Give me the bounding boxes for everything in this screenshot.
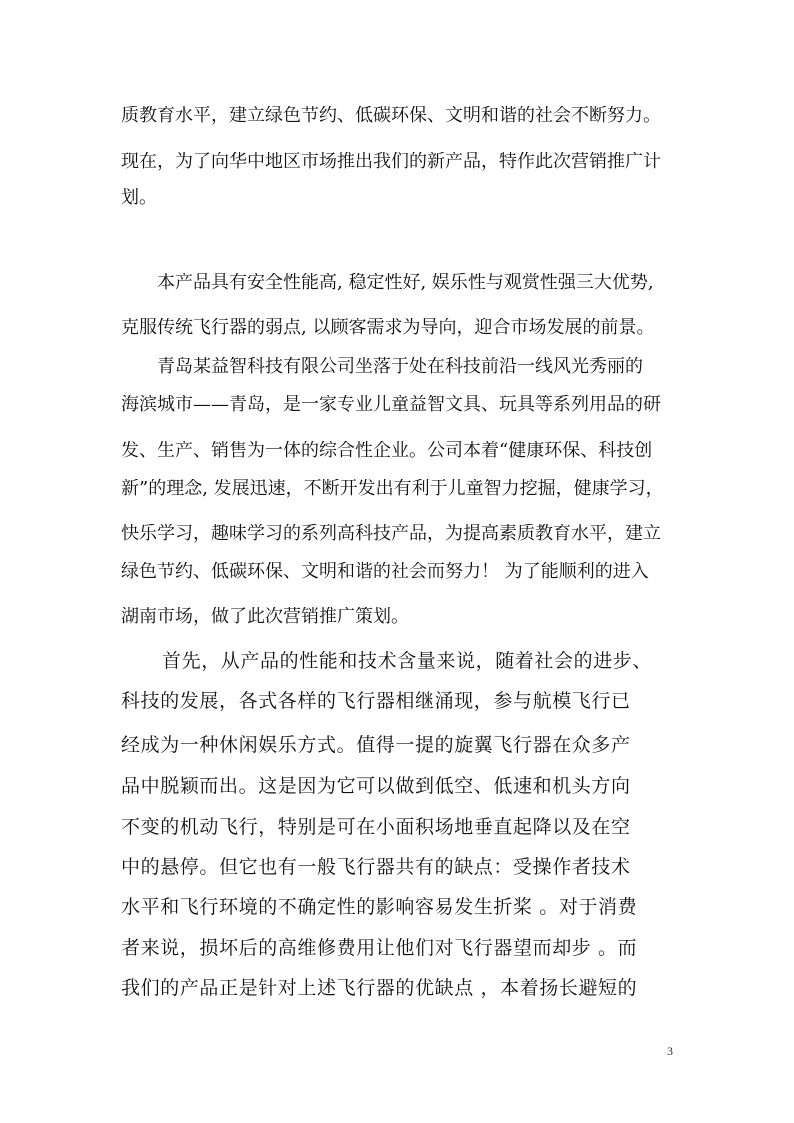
body-text-line: 水平和飞行环境的不确定性的影响容易发生折桨 。对于消费 (121, 897, 638, 917)
body-text-line: 湖南市场，做了此次营销推广策划。 (121, 607, 409, 627)
body-text-line: 我们的产品正是针对上述飞行器的优缺点 ，本着扬长避短的 (121, 978, 638, 998)
body-text-line: 品中脱颖而出。这是因为它可以做到低空、低速和机头方向 (121, 776, 631, 796)
body-text-line: 划。 (121, 188, 157, 208)
paragraph-first-line: 本产品具有安全性能高, 稳定性好, 娱乐性与观赏性强三大优势, (157, 273, 654, 293)
body-text-line: 者来说，损坏后的高维修费用让他们对飞行器望而却步 。而 (121, 938, 638, 958)
body-text-line: 中的悬停。但它也有一般飞行器共有的缺点：受操作者技术 (121, 857, 631, 877)
body-text-line: 海滨城市——青岛，是一家专业儿童益智文具、玩具等系列用品的研 (121, 395, 661, 415)
body-text-line: 发、生产、销售为一体的综合性企业。公司本着“健康环保、科技创 (121, 441, 653, 461)
paragraph-first-line: 首先，从产品的性能和技术含量来说，随着社会的进步、 (162, 651, 653, 671)
body-text-line: 经成为一种休闲娱乐方式。值得一提的旋翼飞行器在众多产 (121, 735, 631, 755)
paragraph-first-line: 青岛某益智科技有限公司坐落于处在科技前沿一线风光秀丽的 (157, 357, 643, 377)
body-text-line: 克服传统飞行器的弱点, 以顾客需求为导向，迎合市场发展的前景。 (121, 318, 655, 338)
page-number: 3 (667, 1044, 673, 1058)
body-text-line: 科技的发展，各式各样的飞行器相继涌现，参与航模飞行已 (121, 691, 631, 711)
body-text-line: 绿色节约、低碳环保、文明和谐的社会而努力！ 为了能顺利的进入 (121, 562, 649, 582)
body-text-line: 快乐学习，趣味学习的系列高科技产品，为提高素质教育水平，建立 (121, 524, 661, 544)
body-text-line: 新”的理念, 发展迅速，不断开发出有利于儿童智力挖掘，健康学习， (121, 479, 664, 499)
body-text-line: 质教育水平，建立绿色节约、低碳环保、文明和谐的社会不断努力。 (121, 106, 661, 126)
body-text-line: 不变的机动飞行，特别是可在小面积场地垂直起降以及在空 (121, 817, 631, 837)
body-text-line: 现在，为了向华中地区市场推出我们的新产品，特作此次营销推广计 (121, 152, 661, 172)
